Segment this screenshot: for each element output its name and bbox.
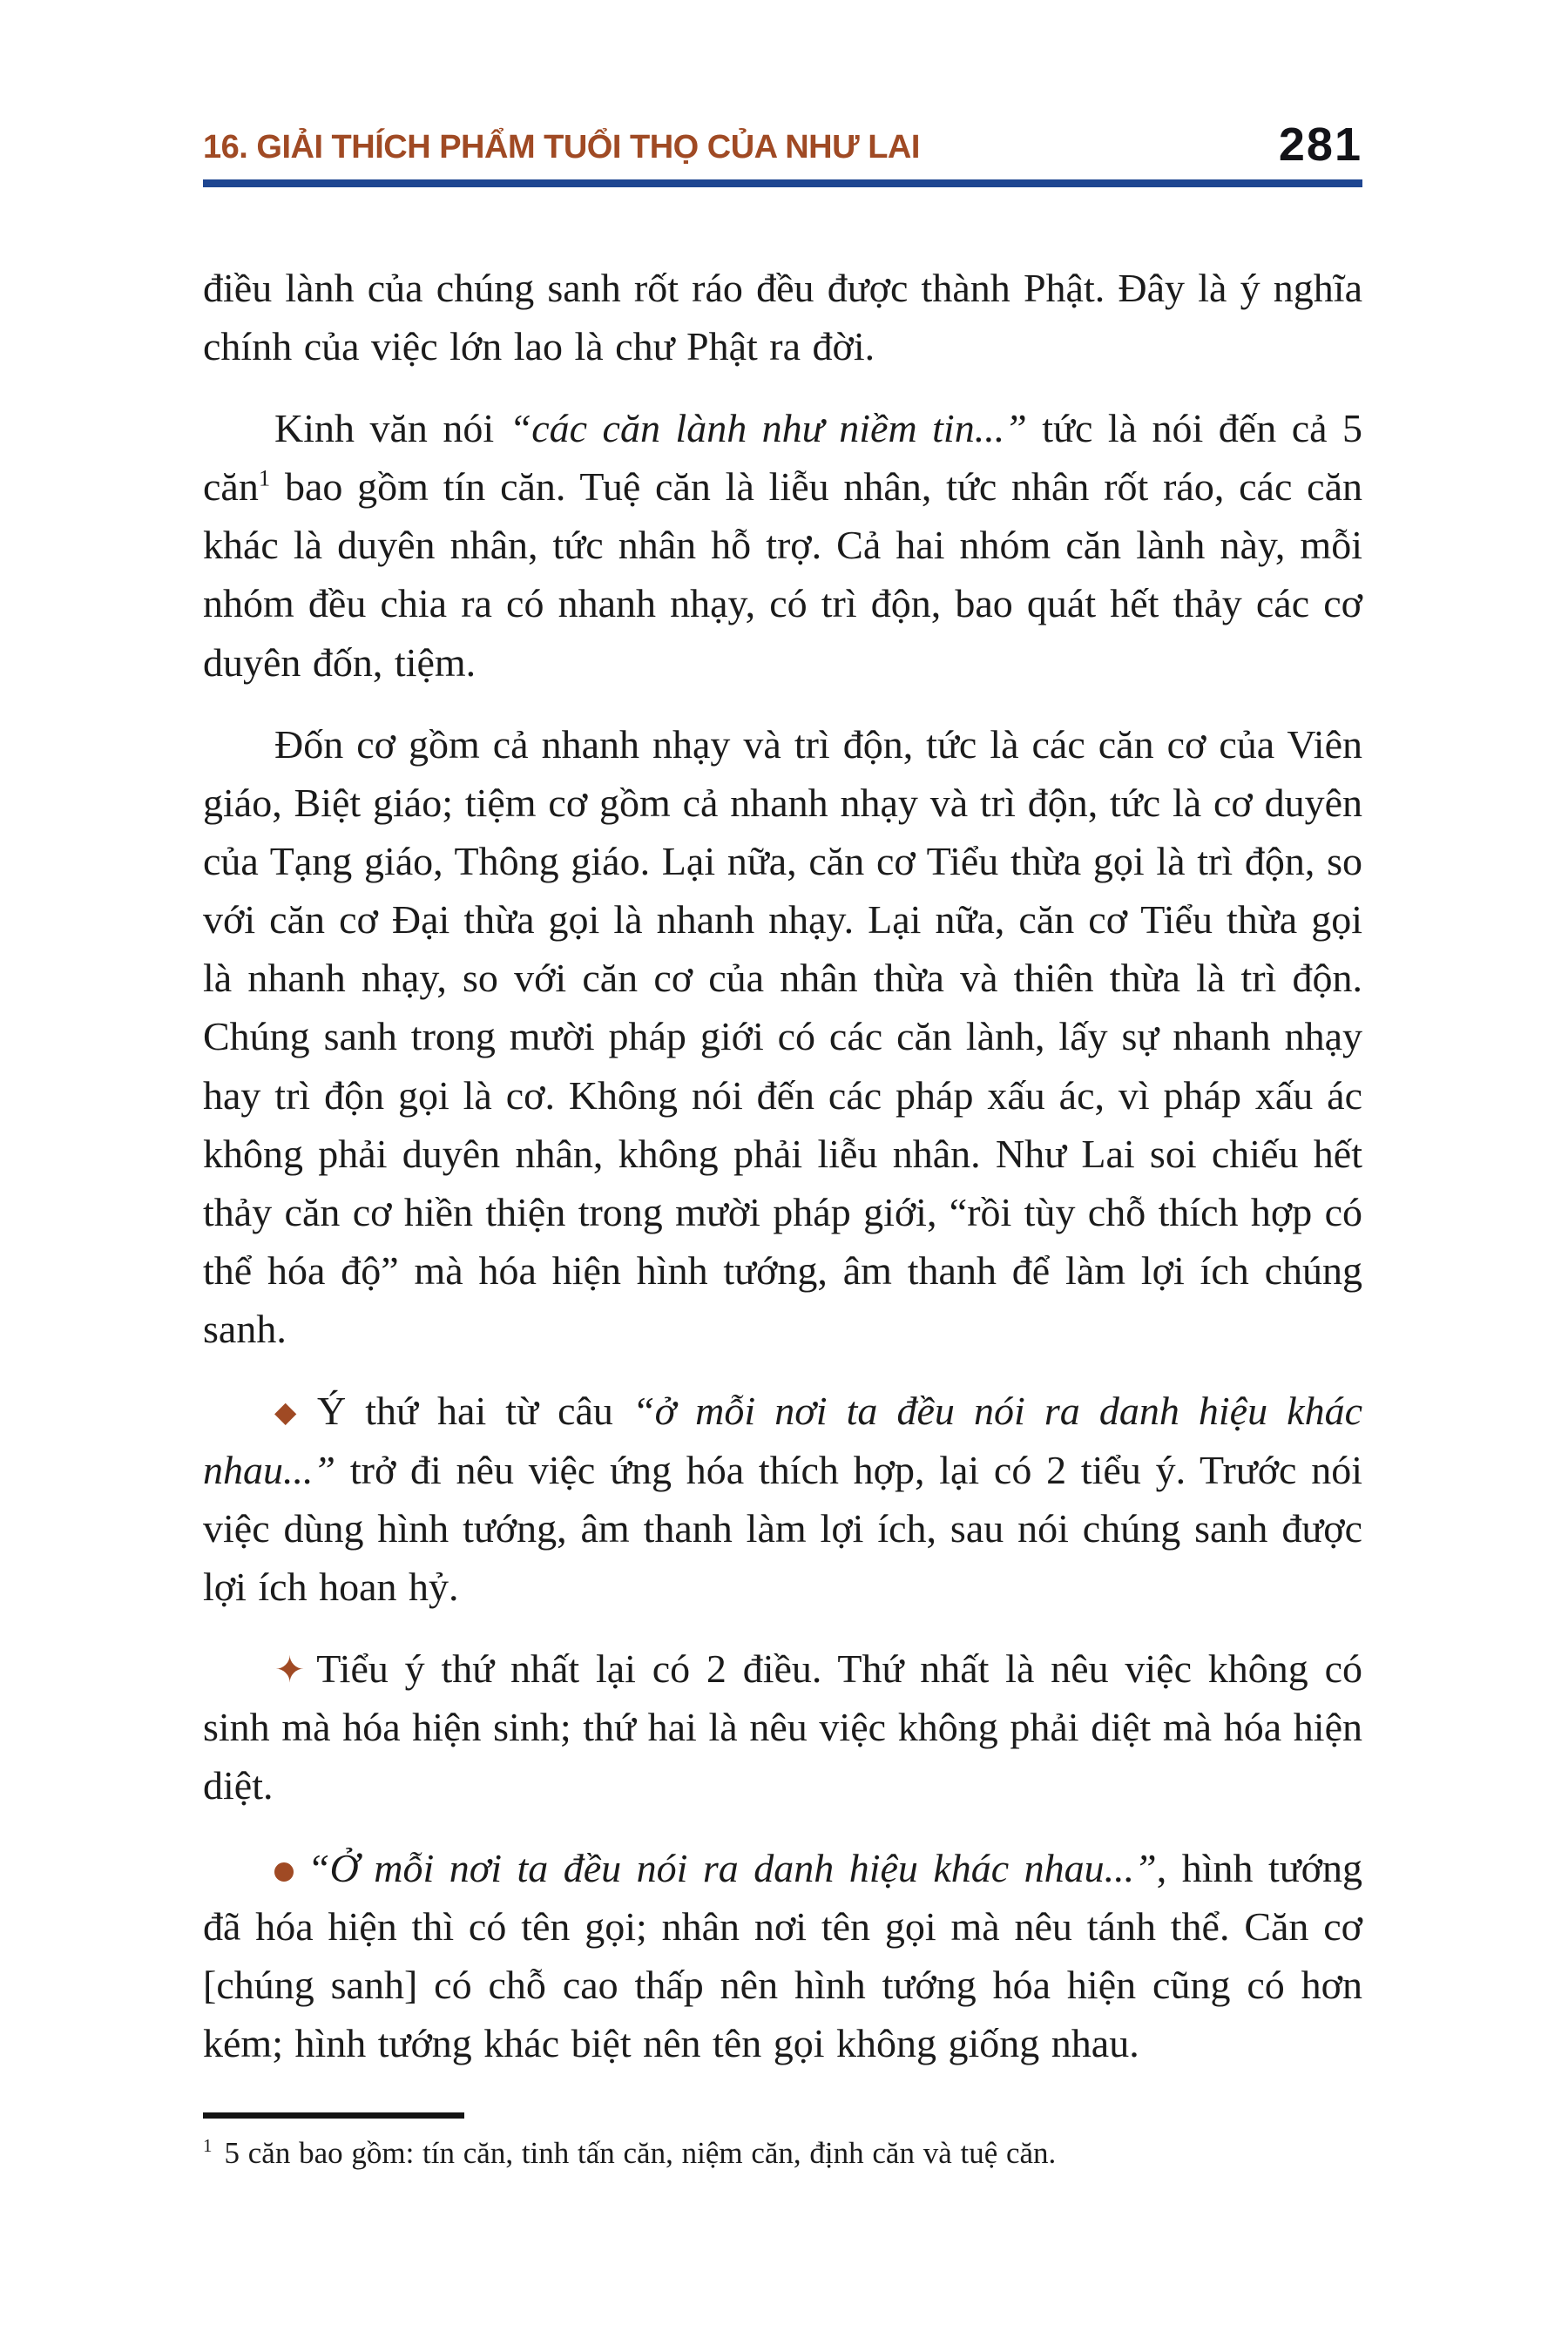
text-segment: Kinh văn nói xyxy=(274,405,510,450)
page-header xyxy=(203,118,1362,187)
quoted-text: “các căn lành như niềm tin...” xyxy=(509,405,1027,450)
text-segment: tức là nói đến cả 5 căn xyxy=(203,405,1363,510)
quoted-text: “ở mỗi nơi ta đều nói ra danh hiệu khác nhau...” xyxy=(203,1389,1362,1492)
text-segment: điều lành của chúng sanh rốt ráo đều được thành Phật. Đây là ý nghĩa chính của việc lớn lao là chư Phật ra đời. xyxy=(203,265,1362,368)
text-segment: bao gồm tín căn. Tuệ căn là liễu nhân, tức nhân rốt ráo, các căn khác là duyên nhân, tức nhân hỗ trợ. Cả hai nhóm căn lành này, mỗi nhóm đều chia ra có nhanh nhạy, có trì độn, bao quát hết thảy các cơ duyên đốn, tiệm. xyxy=(203,464,1362,685)
text-segment: , hình tướng đã hóa hiện thì có tên gọi; nhân nơi tên gọi mà nêu tánh thể. Căn cơ [chúng sanh] có chỗ cao thấp nên hình tướng hóa hiện cũng có hơn kém; hình tướng khác biệt nên tên gọi không giống nhau. xyxy=(203,1845,1362,2065)
footnote-reference: 1 xyxy=(258,464,271,491)
paragraph xyxy=(203,715,1362,1359)
footnote-separator xyxy=(203,2112,464,2119)
paragraph xyxy=(203,1382,1362,1616)
page-number: 281 xyxy=(1278,118,1362,171)
ring-bullet-icon xyxy=(274,1862,294,1882)
star-bullet-icon: ✦ xyxy=(274,1648,306,1692)
text-segment: trở đi nêu việc ứng hóa thích hợp, lại có 2 tiểu ý. Trước nói việc dùng hình tướng, âm thanh làm lợi ích, sau nói chúng sanh được lợi ích hoan hỷ. xyxy=(203,1447,1362,1609)
paragraph xyxy=(203,1839,1362,2073)
running-head-row xyxy=(203,118,1362,171)
text-segment: Ý thứ hai từ câu xyxy=(316,1389,632,1434)
paragraph xyxy=(203,259,1362,375)
body-text xyxy=(203,259,1362,2073)
footnote-line xyxy=(203,2132,1362,2173)
footnote-marker: 1 xyxy=(203,2135,213,2157)
header-rule xyxy=(203,179,1362,187)
quoted-text: “Ở mỗi nơi ta đều nói ra danh hiệu khác nhau...” xyxy=(308,1845,1157,1890)
text-segment: Tiểu ý thứ nhất lại có 2 điều. Thứ nhất là nêu việc không có sinh mà hóa hiện sinh; thứ hai là nêu việc không phải diệt mà hóa hiện diệt. xyxy=(203,1646,1362,1808)
text-segment: Đốn cơ gồm cả nhanh nhạy và trì độn, tức là các căn cơ của Viên giáo, Biệt giáo; tiệm cơ gồm cả nhanh nhạy và trì độn, tức là cơ duyên của Tạng giáo, Thông giáo. Lại nữa, căn cơ Tiểu thừa gọi là trì độn, so với căn cơ Đại thừa gọi là nhanh nhạy. Lại nữa, căn cơ Tiểu thừa gọi là nhanh nhạy, so với căn cơ của nhân thừa và thiên thừa là trì độn. Chúng sanh trong mười pháp giới có các căn lành, lấy sự nhanh nhạy hay trì độn gọi là cơ. Không nói đến các pháp xấu ác, vì pháp xấu ác không phải duyên nhân, không phải liễu nhân. Như Lai soi chiếu hết thảy căn cơ hiền thiện trong mười pháp giới, “rồi tùy chỗ thích hợp có thể hóa độ” mà hóa hiện hình tướng, âm thanh để làm lợi ích chúng sanh. xyxy=(203,721,1362,1352)
diamond-bullet-icon: ◆ xyxy=(274,1395,304,1429)
paragraph xyxy=(203,1639,1362,1815)
footnote-text: 5 căn bao gồm: tín căn, tinh tấn căn, niệm căn, định căn và tuệ căn. xyxy=(224,2136,1057,2171)
footnote-block xyxy=(203,2112,1362,2173)
paragraph xyxy=(203,399,1362,692)
running-header-title: 16. GIẢI THÍCH PHẨM TUỔI THỌ CỦA NHƯ LAI xyxy=(203,128,920,166)
